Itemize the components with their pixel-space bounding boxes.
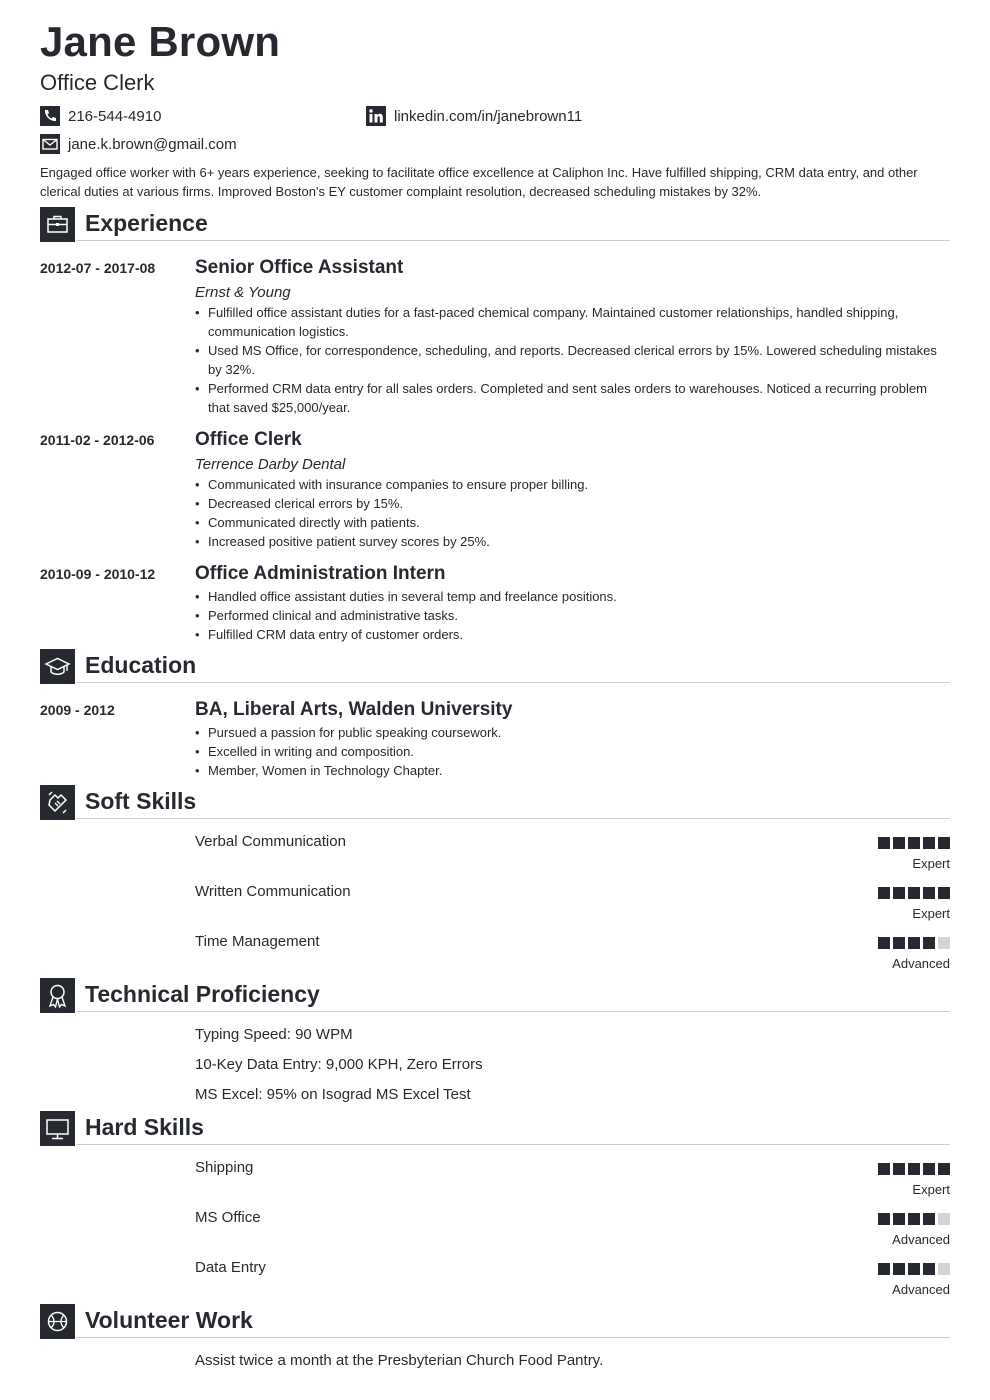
email-contact	[40, 134, 237, 154]
rating-dot-filled	[923, 937, 935, 949]
section-divider	[76, 682, 950, 683]
rating-dot-empty	[938, 937, 950, 949]
skill-level: Advanced	[892, 956, 950, 971]
skill-rating	[875, 1263, 950, 1275]
technical-item: Typing Speed: 90 WPM	[195, 1026, 353, 1043]
soft-skills-heading: Soft Skills	[85, 788, 197, 814]
skill-rating	[875, 1163, 950, 1175]
rating-dot-filled	[878, 1213, 890, 1225]
skill-name: Written Communication	[195, 883, 351, 900]
entry-bullets	[195, 587, 940, 644]
skill-row	[40, 933, 950, 979]
technical-item: MS Excel: 95% on Isograd MS Excel Test	[195, 1086, 471, 1103]
skill-level: Expert	[912, 856, 950, 871]
bullet-item: • Fulfilled office assistant duties for a fast-paced chemical company. Maintained customer relationships, handled shipping, communication logistics.	[195, 303, 940, 341]
phone-text[interactable]: 216-544-4910	[68, 107, 162, 125]
bullet-item: • Member, Women in Technology Chapter.	[195, 761, 940, 780]
entry-bullets	[195, 475, 940, 551]
rating-dot-filled	[878, 837, 890, 849]
skill-row	[40, 883, 950, 929]
section-divider	[76, 1011, 950, 1012]
entry-title: Senior Office Assistant	[195, 257, 404, 278]
entry-company: Terrence Darby Dental	[195, 456, 346, 473]
skill-level: Advanced	[892, 1282, 950, 1297]
volunteer-heading: Volunteer Work	[85, 1307, 253, 1333]
experience-heading: Experience	[85, 210, 208, 236]
bullet-item: • Communicated directly with patients.	[195, 513, 940, 532]
skill-rating	[875, 1213, 950, 1225]
rating-dot-filled	[893, 1213, 905, 1225]
bullet-item: • Pursued a passion for public speaking coursework.	[195, 723, 940, 742]
education-section-header	[40, 649, 950, 685]
basketball-icon	[40, 1304, 75, 1339]
summary-text: Engaged office worker with 6+ years experience, seeking to facilitate office excellence at Caliphon Inc. Have fulfilled shipping, CRM data entry, and other clerical duties at various firms. Improved Boston's EY customer complaint resolution, decreased scheduling mistakes by 32%.	[40, 165, 918, 199]
skill-rating	[875, 837, 950, 849]
phone-contact	[40, 106, 161, 126]
rating-dot-filled	[893, 1163, 905, 1175]
email-text[interactable]: jane.k.brown@gmail.com	[68, 135, 237, 153]
bullet-item: • Performed clinical and administrative tasks.	[195, 606, 940, 625]
candidate-title: Office Clerk	[40, 70, 155, 95]
bullet-item: • Communicated with insurance companies to ensure proper billing.	[195, 475, 940, 494]
skill-name: Shipping	[195, 1159, 254, 1176]
skill-level: Advanced	[892, 1232, 950, 1247]
rating-dot-filled	[908, 937, 920, 949]
rating-dot-filled	[893, 887, 905, 899]
graduation-cap-icon	[40, 649, 75, 684]
hard-skills-heading: Hard Skills	[85, 1114, 204, 1140]
rating-dot-filled	[908, 837, 920, 849]
technical-heading: Technical Proficiency	[85, 981, 320, 1007]
skill-level: Expert	[912, 1182, 950, 1197]
rating-dot-empty	[938, 1213, 950, 1225]
section-divider	[76, 1337, 950, 1338]
skill-level: Expert	[912, 906, 950, 921]
section-divider	[76, 1144, 950, 1145]
skill-name: MS Office	[195, 1209, 261, 1226]
bullet-item: • Decreased clerical errors by 15%.	[195, 494, 940, 513]
skill-name: Data Entry	[195, 1259, 266, 1276]
skill-row	[40, 833, 950, 879]
linkedin-text[interactable]: linkedin.com/in/janebrown11	[394, 107, 583, 125]
bullet-item: • Fulfilled CRM data entry of customer orders.	[195, 625, 940, 644]
entry-title: BA, Liberal Arts, Walden University	[195, 699, 513, 720]
briefcase-icon	[40, 207, 75, 242]
rating-dot-filled	[893, 1263, 905, 1275]
monitor-icon	[40, 1111, 75, 1146]
entry-company: Ernst & Young	[195, 284, 291, 301]
rating-dot-filled	[908, 887, 920, 899]
volunteer-item: Assist twice a month at the Presbyterian Church Food Pantry.	[195, 1352, 604, 1369]
phone-icon	[40, 106, 60, 126]
skill-rating	[875, 887, 950, 899]
rating-dot-filled	[938, 837, 950, 849]
entry-bullets	[195, 303, 940, 417]
candidate-name: Jane Brown	[40, 18, 281, 65]
entry-title: Office Administration Intern	[195, 563, 446, 584]
skill-rating	[875, 937, 950, 949]
rating-dot-filled	[878, 1263, 890, 1275]
rating-dot-filled	[938, 1163, 950, 1175]
hard-skills-section-header	[40, 1111, 950, 1147]
entry-date: 2009 - 2012	[40, 702, 115, 718]
rating-dot-empty	[938, 1263, 950, 1275]
rating-dot-filled	[878, 1163, 890, 1175]
rating-dot-filled	[908, 1263, 920, 1275]
entry-date: 2012-07 - 2017-08	[40, 260, 156, 276]
rating-dot-filled	[893, 937, 905, 949]
rating-dot-filled	[908, 1213, 920, 1225]
rating-dot-filled	[893, 837, 905, 849]
education-heading: Education	[85, 652, 197, 678]
rating-dot-filled	[923, 1213, 935, 1225]
handshake-icon	[40, 785, 75, 820]
rating-dot-filled	[878, 887, 890, 899]
technical-item: 10-Key Data Entry: 9,000 KPH, Zero Errors	[195, 1056, 483, 1073]
entry-title: Office Clerk	[195, 429, 302, 450]
experience-section-header	[40, 207, 950, 243]
bullet-item: • Performed CRM data entry for all sales orders. Completed and sent sales orders to warehouses. Noticed a recurring problem that saved $25,000/year.	[195, 379, 940, 417]
bullet-item: • Used MS Office, for correspondence, scheduling, and reports. Decreased clerical errors by 15%. Lowered scheduling mistakes by 32%.	[195, 341, 940, 379]
entry-date: 2011-02 - 2012-06	[40, 432, 155, 448]
volunteer-section-header	[40, 1304, 950, 1340]
entry-date: 2010-09 - 2010-12	[40, 566, 156, 582]
skill-row	[40, 1209, 950, 1255]
skill-name: Time Management	[195, 933, 320, 950]
soft-skills-section-header	[40, 785, 950, 821]
skill-row	[40, 1159, 950, 1205]
rating-dot-filled	[923, 1163, 935, 1175]
bullet-item: • Increased positive patient survey scores by 25%.	[195, 532, 940, 551]
rating-dot-filled	[923, 887, 935, 899]
section-divider	[76, 240, 950, 241]
award-ribbon-icon	[40, 978, 75, 1013]
rating-dot-filled	[923, 837, 935, 849]
bullet-item: • Excelled in writing and composition.	[195, 742, 940, 761]
skill-row	[40, 1259, 950, 1305]
technical-section-header	[40, 978, 950, 1014]
skill-name: Verbal Communication	[195, 833, 346, 850]
rating-dot-filled	[938, 887, 950, 899]
rating-dot-filled	[908, 1163, 920, 1175]
bullet-item: • Handled office assistant duties in several temp and freelance positions.	[195, 587, 940, 606]
rating-dot-filled	[878, 937, 890, 949]
email-icon	[40, 134, 60, 154]
entry-bullets	[195, 723, 940, 780]
section-divider	[76, 818, 950, 819]
linkedin-contact	[366, 106, 582, 126]
linkedin-icon	[366, 106, 386, 126]
rating-dot-filled	[923, 1263, 935, 1275]
